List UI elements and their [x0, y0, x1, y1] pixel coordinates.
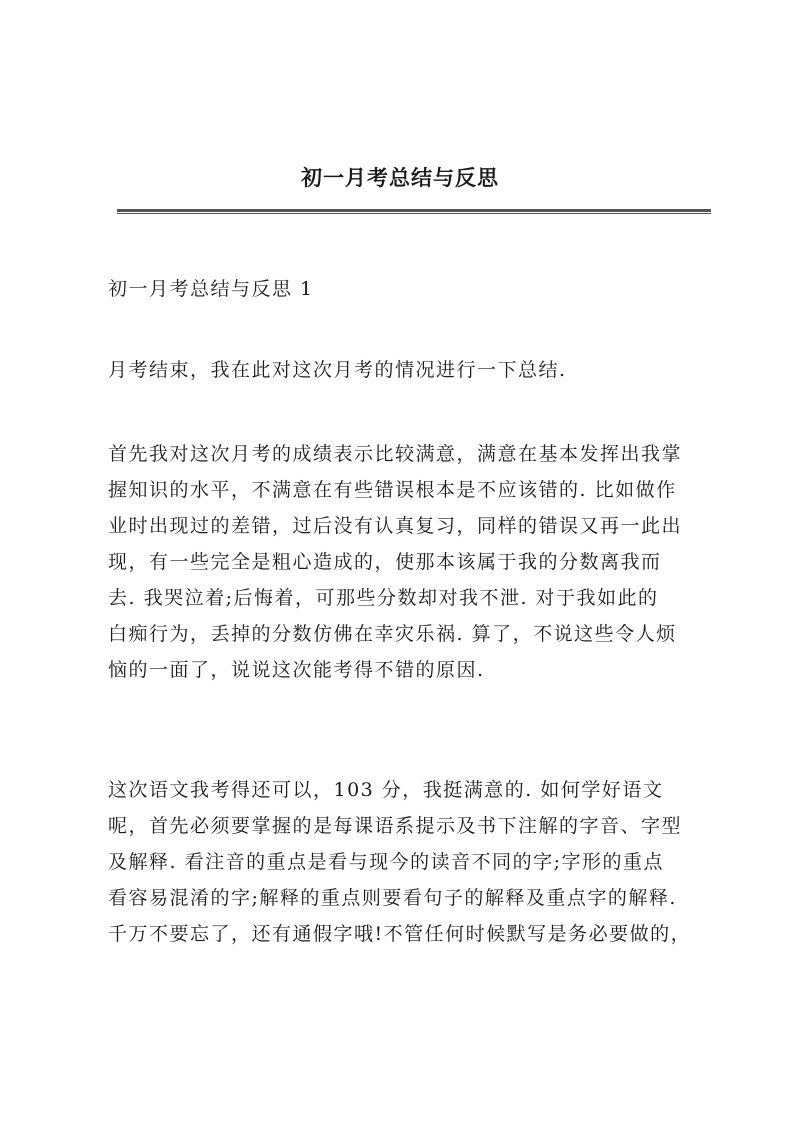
paragraph-line: 业时出现过的差错，过后没有认真复习，同样的错误又再一此出 — [108, 515, 683, 537]
paragraph-line: 现，有一些完全是粗心造成的，使那本该属于我的分数离我而 — [108, 551, 662, 573]
paragraph-line: 呢，首先必须要掌握的是每课语系提示及书下注解的字音、字型 — [108, 815, 683, 837]
section-heading: 初一月考总结与反思 1 — [108, 278, 314, 300]
paragraph-line: 首先我对这次月考的成绩表示比较满意，满意在基本发挥出我掌 — [108, 443, 683, 465]
title-divider — [117, 209, 711, 214]
paragraph-line: 千万不要忘了，还有通假字哦!不管任何时候默写是务必要做的， — [108, 923, 692, 945]
document-title: 初一月考总结与反思 — [301, 165, 499, 190]
paragraph-line: 恼的一面了，说说这次能考得不错的原因. — [108, 659, 485, 681]
paragraph-3 — [108, 772, 708, 952]
paragraph-line: 看容易混淆的字;解释的重点则要看句子的解释及重点字的解释. — [108, 887, 677, 909]
paragraph-1 — [108, 352, 708, 388]
paragraph-line: 这次语文我考得还可以，103 分，我挺满意的. 如何学好语文 — [108, 779, 664, 801]
paragraph-line: 去. 我哭泣着;后悔着，可那些分数却对我不泄. 对于我如此的 — [108, 587, 659, 609]
paragraph-2 — [108, 436, 708, 688]
paragraph-line: 及解释. 看注音的重点是看与现今的读音不同的字;字形的重点 — [108, 851, 664, 873]
paragraph-line: 白痴行为，丢掉的分数仿佛在幸灾乐祸. 算了，不说这些令人烦 — [108, 623, 677, 645]
paragraph-line: 握知识的水平，不满意在有些错误根本是不应该错的. 比如做作 — [108, 479, 677, 501]
paragraph-line: 月考结束，我在此对这次月考的情况进行一下总结. — [108, 359, 567, 381]
